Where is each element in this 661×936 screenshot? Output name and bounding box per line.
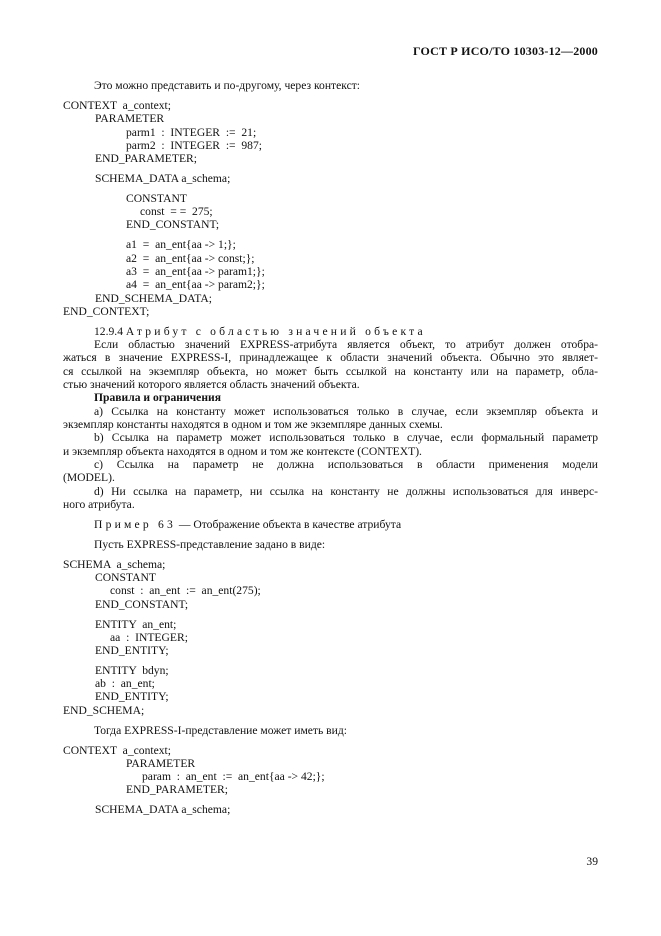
code-line: END_CONSTANT; [95,598,189,611]
document-header: ГОСТ Р ИСО/ТО 10303-12—2000 [412,44,598,58]
code-line: CONTEXT a_context; [63,744,171,757]
code-line: END_PARAMETER; [95,152,197,165]
example-dash: — [178,518,191,531]
code-line: parm2 : INTEGER := 987; [126,139,262,152]
code-line: aa : INTEGER; [110,631,188,644]
then-text: Тогда EXPRESS-I-представление может иметь вид: [94,724,347,737]
paragraph-line: Если областью значений EXPRESS-атрибута является объект, то атрибут должен отобра- [94,338,598,351]
code-line: CONSTANT [95,571,156,584]
paragraph-line: жаться в значение EXPRESS-I, принадлежащее к области значений объекта. Обычно это являет- [63,351,598,364]
code-line: SCHEMA a_schema; [63,558,166,571]
section-heading [94,325,426,338]
paragraph-line: ся ссылкой на экземпляр объекта, но может быть ссылкой на константу или на параметр, обла- [63,365,598,378]
code-line: a3 = an_ent{aa -> param1;}; [126,265,265,278]
code-line: END_SCHEMA; [63,704,145,717]
page-number: 39 [586,855,598,868]
rule-a-line: a) Ссылка на константу может использоваться только в случае, если экземпляр объекта и [94,405,598,418]
code-line: PARAMETER [126,757,196,770]
paragraph-line: стью значений которого является область значений объекта. [63,378,360,391]
code-line: a2 = an_ent{aa -> const;}; [126,252,255,265]
code-line: END_CONSTANT; [126,218,220,231]
code-line: a1 = an_ent{aa -> 1;}; [126,238,236,251]
code-line: CONSTANT [126,192,187,205]
code-line: ab : an_ent; [95,677,155,690]
rule-a-line: экземпляр константы находятся в одном и том же экземпляре данных схемы. [63,418,443,431]
code-line: END_PARAMETER; [126,783,228,796]
rule-b-line: b) Ссылка на параметр может использоваться только в случае, если формальный параметр [94,431,598,444]
example-intro: Пусть EXPRESS-представление задано в виде: [94,538,326,551]
section-title: Атрибут с областью значений объекта [125,325,426,338]
code-line: a4 = an_ent{aa -> param2;}; [126,278,265,291]
code-line: ENTITY an_ent; [95,618,177,631]
code-line: END_SCHEMA_DATA; [95,292,212,305]
code-line: param : an_ent := an_ent{aa -> 42;}; [142,770,325,783]
code-line: SCHEMA_DATA a_schema; [95,172,231,185]
code-line: CONTEXT a_context; [63,99,171,112]
section-number: 12.9.4 [94,325,123,338]
rule-b-line: и экземпляр объекта находятся в одном и том же контексте (CONTEXT). [63,445,422,458]
code-line: parm1 : INTEGER := 21; [126,126,257,139]
code-line: END_ENTITY; [95,644,169,657]
code-line: const = = 275; [140,205,213,218]
code-line: PARAMETER [95,112,165,125]
code-line: ENTITY bdyn; [95,664,169,677]
example-heading [94,518,401,531]
code-line: SCHEMA_DATA a_schema; [95,803,231,816]
example-title: Отображение объекта в качестве атрибута [193,518,402,531]
intro-text: Это можно представить и по-другому, через контекст: [94,79,361,92]
rule-c-line: (MODEL). [63,471,115,484]
rule-c-line: c) Ссылка на параметр не должна использоваться в области применения модели [94,458,598,471]
code-line: END_CONTEXT; [63,305,150,318]
rule-d-line: d) Ни ссылка на параметр, ни ссылка на константу не должны использоваться для инверс- [94,485,598,498]
rules-heading: Правила и ограничения [94,391,221,404]
code-line: const : an_ent := an_ent(275); [110,584,261,597]
example-label: Пример 63 [94,518,176,531]
code-line: END_ENTITY; [95,690,169,703]
rule-d-line: ного атрибута. [63,498,135,511]
